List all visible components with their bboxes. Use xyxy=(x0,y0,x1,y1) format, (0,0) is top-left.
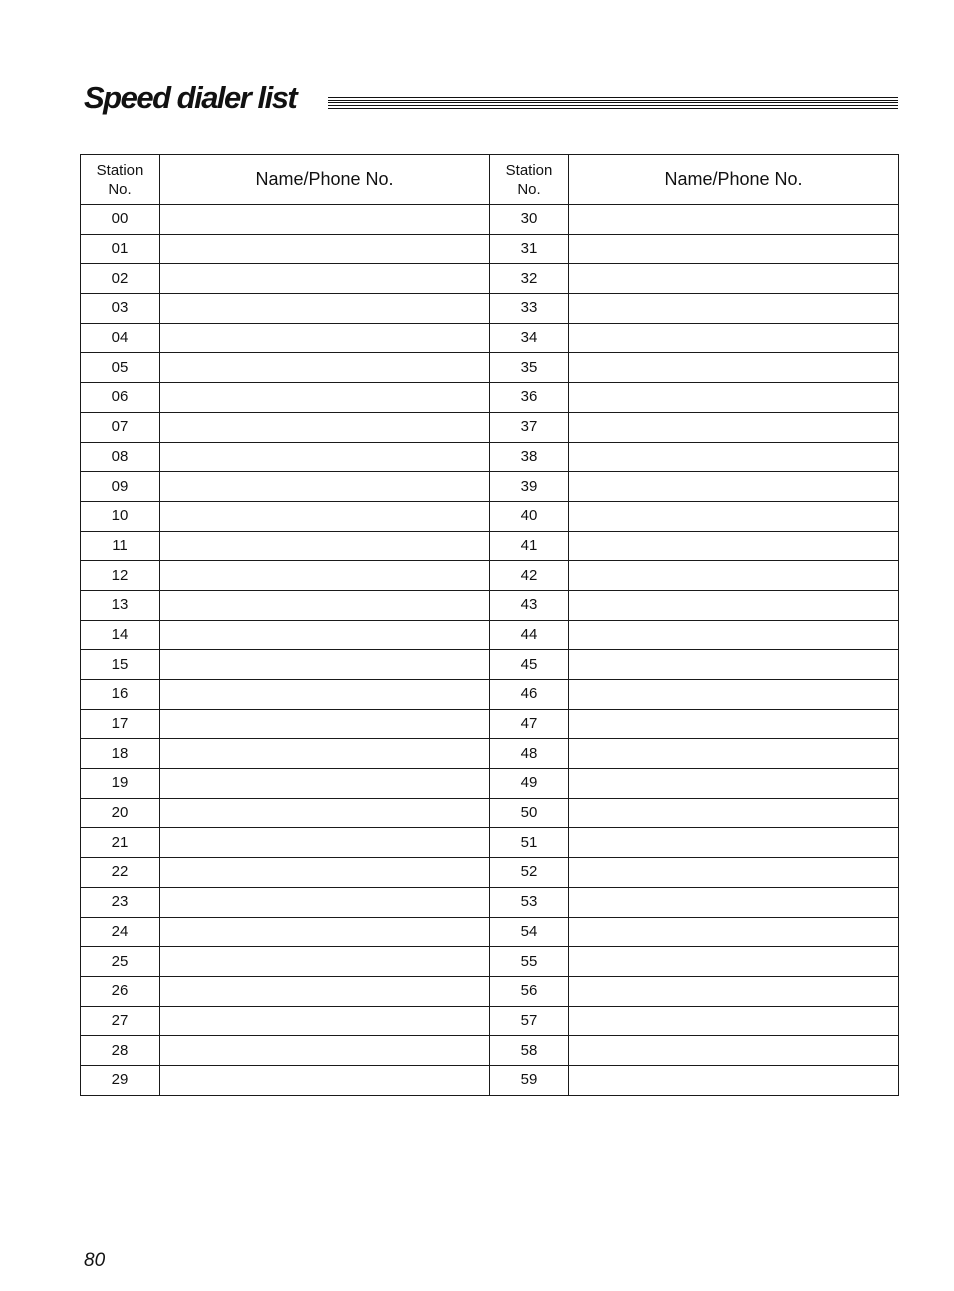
table-row xyxy=(81,709,899,739)
header-line: Station xyxy=(505,161,553,179)
right-station-cell: 41 xyxy=(490,531,569,561)
right-station-cell: 54 xyxy=(490,917,569,947)
right-name-cell[interactable] xyxy=(569,1006,899,1036)
header-line: Station xyxy=(96,161,144,179)
right-station-cell: 56 xyxy=(490,976,569,1006)
right-name-cell[interactable] xyxy=(569,590,899,620)
left-station-cell: 27 xyxy=(81,1006,160,1036)
left-name-cell[interactable] xyxy=(160,412,490,442)
right-station-cell: 55 xyxy=(490,947,569,977)
left-station-cell: 06 xyxy=(81,383,160,413)
table-row xyxy=(81,769,899,799)
left-name-cell[interactable] xyxy=(160,323,490,353)
left-name-cell[interactable] xyxy=(160,976,490,1006)
left-name-cell[interactable] xyxy=(160,561,490,591)
right-name-cell[interactable] xyxy=(569,769,899,799)
right-station-cell: 35 xyxy=(490,353,569,383)
right-name-cell[interactable] xyxy=(569,947,899,977)
table-row xyxy=(81,1065,899,1095)
table-row xyxy=(81,383,899,413)
table-row xyxy=(81,590,899,620)
table-row xyxy=(81,264,899,294)
right-station-cell: 40 xyxy=(490,501,569,531)
left-name-cell[interactable] xyxy=(160,680,490,710)
left-station-cell: 13 xyxy=(81,590,160,620)
left-station-cell: 29 xyxy=(81,1065,160,1095)
left-station-cell: 26 xyxy=(81,976,160,1006)
table-row xyxy=(81,947,899,977)
left-name-cell[interactable] xyxy=(160,917,490,947)
table-row xyxy=(81,650,899,680)
right-name-cell[interactable] xyxy=(569,561,899,591)
left-name-cell[interactable] xyxy=(160,650,490,680)
right-station-cell: 53 xyxy=(490,887,569,917)
left-station-cell: 21 xyxy=(81,828,160,858)
left-name-cell[interactable] xyxy=(160,1006,490,1036)
right-name-cell[interactable] xyxy=(569,858,899,888)
right-name-cell[interactable] xyxy=(569,828,899,858)
header-line: No. xyxy=(517,180,541,198)
right-name-header: Name/Phone No. xyxy=(569,155,899,205)
right-station-cell: 45 xyxy=(490,650,569,680)
table-row xyxy=(81,828,899,858)
left-station-cell: 14 xyxy=(81,620,160,650)
left-name-cell[interactable] xyxy=(160,947,490,977)
left-name-cell[interactable] xyxy=(160,1065,490,1095)
right-station-cell: 31 xyxy=(490,234,569,264)
right-name-cell[interactable] xyxy=(569,323,899,353)
right-station-cell: 30 xyxy=(490,205,569,235)
left-station-cell: 20 xyxy=(81,798,160,828)
left-name-cell[interactable] xyxy=(160,472,490,502)
right-station-cell: 34 xyxy=(490,323,569,353)
left-name-cell[interactable] xyxy=(160,739,490,769)
page-number: 80 xyxy=(84,1250,106,1271)
left-station-cell: 03 xyxy=(81,294,160,324)
table-row xyxy=(81,858,899,888)
table-row xyxy=(81,1036,899,1066)
right-name-cell[interactable] xyxy=(569,680,899,710)
table-row xyxy=(81,531,899,561)
right-name-cell[interactable] xyxy=(569,234,899,264)
table-row xyxy=(81,798,899,828)
table-row xyxy=(81,294,899,324)
right-station-cell: 59 xyxy=(490,1065,569,1095)
left-name-cell[interactable] xyxy=(160,442,490,472)
left-station-cell: 05 xyxy=(81,353,160,383)
right-station-header xyxy=(490,155,569,205)
table-row xyxy=(81,620,899,650)
left-name-cell[interactable] xyxy=(160,353,490,383)
left-name-cell[interactable] xyxy=(160,234,490,264)
right-station-cell: 50 xyxy=(490,798,569,828)
right-station-cell: 58 xyxy=(490,1036,569,1066)
left-name-cell[interactable] xyxy=(160,887,490,917)
right-name-cell[interactable] xyxy=(569,383,899,413)
right-name-cell[interactable] xyxy=(569,501,899,531)
right-station-cell: 49 xyxy=(490,769,569,799)
right-name-cell[interactable] xyxy=(569,887,899,917)
left-name-cell[interactable] xyxy=(160,383,490,413)
right-name-cell[interactable] xyxy=(569,205,899,235)
right-name-cell[interactable] xyxy=(569,650,899,680)
left-station-cell: 08 xyxy=(81,442,160,472)
right-station-cell: 37 xyxy=(490,412,569,442)
left-station-cell: 10 xyxy=(81,501,160,531)
table-row xyxy=(81,887,899,917)
table-row xyxy=(81,917,899,947)
right-station-cell: 52 xyxy=(490,858,569,888)
right-station-cell: 32 xyxy=(490,264,569,294)
left-name-cell[interactable] xyxy=(160,858,490,888)
right-name-cell[interactable] xyxy=(569,1065,899,1095)
table-row xyxy=(81,353,899,383)
table-row xyxy=(81,1006,899,1036)
left-name-cell[interactable] xyxy=(160,501,490,531)
table-row xyxy=(81,501,899,531)
left-station-cell: 02 xyxy=(81,264,160,294)
right-station-cell: 38 xyxy=(490,442,569,472)
left-name-cell[interactable] xyxy=(160,620,490,650)
right-name-cell[interactable] xyxy=(569,531,899,561)
table-row xyxy=(81,234,899,264)
left-station-cell: 15 xyxy=(81,650,160,680)
right-name-cell[interactable] xyxy=(569,620,899,650)
right-station-cell: 36 xyxy=(490,383,569,413)
left-station-cell: 16 xyxy=(81,680,160,710)
right-station-cell: 39 xyxy=(490,472,569,502)
right-name-cell[interactable] xyxy=(569,442,899,472)
left-station-cell: 25 xyxy=(81,947,160,977)
right-station-cell: 57 xyxy=(490,1006,569,1036)
table-row xyxy=(81,323,899,353)
table-row xyxy=(81,976,899,1006)
left-name-cell[interactable] xyxy=(160,709,490,739)
left-station-cell: 09 xyxy=(81,472,160,502)
left-name-cell[interactable] xyxy=(160,264,490,294)
left-station-cell: 19 xyxy=(81,769,160,799)
right-name-cell[interactable] xyxy=(569,976,899,1006)
left-station-cell: 07 xyxy=(81,412,160,442)
right-name-cell[interactable] xyxy=(569,353,899,383)
right-station-cell: 42 xyxy=(490,561,569,591)
table-row xyxy=(81,412,899,442)
left-name-cell[interactable] xyxy=(160,798,490,828)
header-line: No. xyxy=(108,180,132,198)
left-name-cell[interactable] xyxy=(160,769,490,799)
right-name-cell[interactable] xyxy=(569,412,899,442)
right-name-cell[interactable] xyxy=(569,798,899,828)
right-station-cell: 33 xyxy=(490,294,569,324)
right-name-cell[interactable] xyxy=(569,264,899,294)
table-header-row xyxy=(81,155,899,205)
left-station-cell: 11 xyxy=(81,531,160,561)
right-station-cell: 46 xyxy=(490,680,569,710)
left-station-cell: 24 xyxy=(81,917,160,947)
table-body xyxy=(81,205,899,1096)
table-row xyxy=(81,442,899,472)
right-station-cell: 48 xyxy=(490,739,569,769)
right-name-cell[interactable] xyxy=(569,709,899,739)
table-row xyxy=(81,205,899,235)
left-station-cell: 04 xyxy=(81,323,160,353)
left-station-cell: 18 xyxy=(81,739,160,769)
left-station-cell: 17 xyxy=(81,709,160,739)
left-station-cell: 28 xyxy=(81,1036,160,1066)
left-station-cell: 01 xyxy=(81,234,160,264)
table-row xyxy=(81,680,899,710)
left-name-cell[interactable] xyxy=(160,828,490,858)
speed-dialer-table xyxy=(80,154,899,1096)
table-row xyxy=(81,561,899,591)
left-name-cell[interactable] xyxy=(160,294,490,324)
left-name-cell[interactable] xyxy=(160,531,490,561)
left-station-cell: 12 xyxy=(81,561,160,591)
right-station-cell: 47 xyxy=(490,709,569,739)
right-station-cell: 51 xyxy=(490,828,569,858)
right-name-cell[interactable] xyxy=(569,1036,899,1066)
left-station-cell: 22 xyxy=(81,858,160,888)
left-station-cell: 00 xyxy=(81,205,160,235)
right-name-cell[interactable] xyxy=(569,917,899,947)
right-name-cell[interactable] xyxy=(569,472,899,502)
right-name-cell[interactable] xyxy=(569,739,899,769)
table-row xyxy=(81,472,899,502)
left-name-cell[interactable] xyxy=(160,205,490,235)
left-station-cell: 23 xyxy=(81,887,160,917)
table-row xyxy=(81,739,899,769)
left-name-cell[interactable] xyxy=(160,1036,490,1066)
left-name-cell[interactable] xyxy=(160,590,490,620)
page-title: Speed dialer list xyxy=(84,80,297,115)
left-name-header: Name/Phone No. xyxy=(160,155,490,205)
right-station-cell: 44 xyxy=(490,620,569,650)
right-station-cell: 43 xyxy=(490,590,569,620)
left-station-header xyxy=(81,155,160,205)
right-name-cell[interactable] xyxy=(569,294,899,324)
title-rule xyxy=(328,97,898,109)
